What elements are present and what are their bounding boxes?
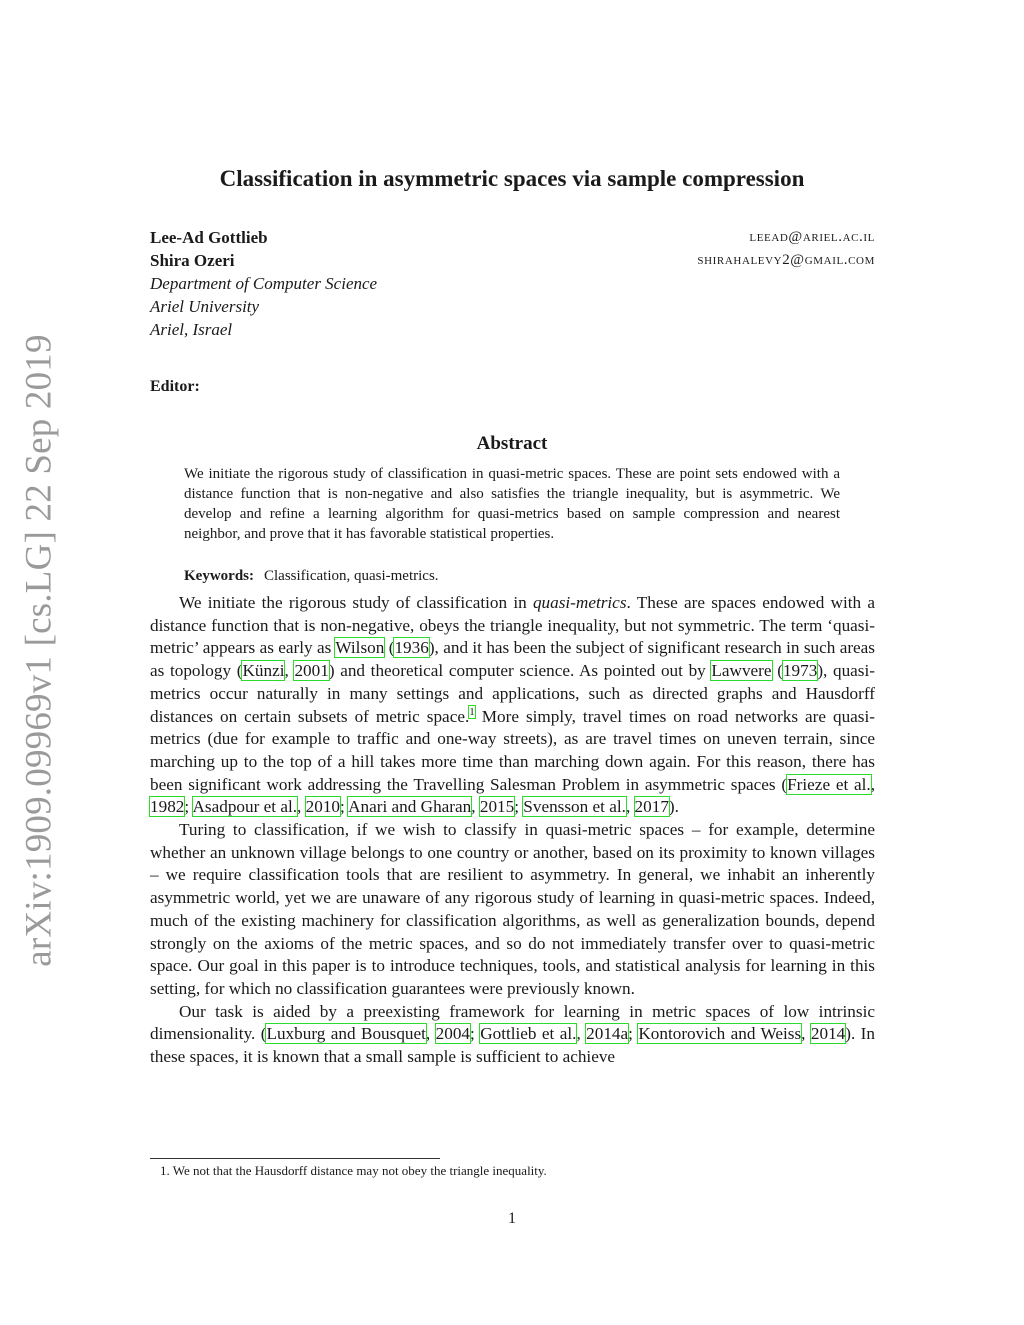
text-run: , (625, 797, 635, 817)
text-run: ). (668, 797, 679, 817)
body-paragraph-3 (150, 1001, 875, 1069)
abstract-text: We initiate the rigorous study of classification in quasi-metric spaces. These are point sets endowed with a distance function that is non-negative and also satisfies the triangle inequality, but is asymmetric. We develop and refine a learning algorithm for quasi-metrics based on sample compression and nearest neighbor, and prove that it has favorable statistical properties. (184, 466, 840, 542)
keywords-value: Classification, quasi-metrics. (264, 568, 439, 584)
text-run: ; (514, 797, 524, 817)
emphasis-term: quasi-metrics (532, 593, 627, 612)
author-name: Lee-Ad Gottlieb (150, 228, 268, 247)
citation-link[interactable]: 2017 (634, 797, 669, 817)
citation-link[interactable]: 2004 (435, 1024, 470, 1044)
body-paragraph-1 (150, 592, 875, 819)
body-paragraph-2: Turing to classification, if we wish to classify in quasi-metric spaces – for example, determine whether an unknown village belongs to one country or another, based on its proximity to known villages – we require classification tools that are resilient to asymmetry. In general, we inhabit an inherently asymmetric world, yet we are unaware of any rigorous study of learning in quasi-metric spaces. Indeed, much of the existing machinery for classification algorithms, as well as generalization bounds, depend strongly on the axioms of the metric spaces, and so do not immediately transfer over to quasi-metric space. Our goal in this paper is to introduce techniques, tools, and statistical analysis for learning in this setting, for which no classification guarantees were previously known. (150, 820, 875, 998)
author-row (150, 226, 875, 249)
affiliation-location: Ariel, Israel (150, 320, 233, 339)
footnote-rule (150, 1158, 440, 1159)
editor-label: Editor: (150, 378, 200, 395)
citation-link[interactable]: 2014 (810, 1024, 846, 1044)
text-run: ; (470, 1024, 481, 1044)
paper-title: Classification in asymmetric spaces via sample compression (219, 166, 805, 191)
footnote-marker[interactable]: 1 (469, 705, 475, 718)
text-run: , (576, 1024, 587, 1044)
text-run: . These are spaces endowed with a distance function that is non-negative, obeys the triangle inequality, but not symmetric. The term ‘quasi-metric’ appears as early as (150, 593, 875, 658)
citation-link[interactable]: Frieze et al. (787, 774, 871, 794)
text-run: Our task is aided by a preexisting framework for learning in metric spaces of low intrinsic dimensionality. ( (150, 1001, 875, 1044)
abstract-heading: Abstract (476, 433, 548, 454)
citation-link[interactable]: Wilson (335, 638, 385, 658)
author-email[interactable]: shirahalevy2@gmail.com (697, 252, 875, 268)
footnote-text: 1. We not that the Hausdorff distance may not obey the triangle inequality. (160, 1163, 547, 1178)
text-run: , (471, 797, 480, 817)
citation-link[interactable]: Anari and Gharan (348, 797, 472, 817)
citation-link[interactable]: Luxburg and Bousquet (266, 1024, 426, 1044)
author-name: Shira Ozeri (150, 251, 235, 270)
citation-link[interactable]: Svensson et al. (523, 797, 626, 817)
citation-link[interactable]: Lawvere (711, 661, 772, 681)
citation-link[interactable]: 1973 (782, 661, 818, 681)
page-number: 1 (508, 1210, 516, 1227)
text-run: ( (384, 638, 395, 658)
text-run: More simply, travel times on road networks are quasi-metrics (due for example to traffic and one-way streets), as are travel times on uneven terrain, since marching up to the top of a hill takes more time than marching down again. For this reason, there has been significant work addressing the Travelling Salesman Problem in asymmetric spaces ( (150, 706, 875, 794)
text-run: ), quasi-metrics occur naturally in many settings and applications, such as directed graphs and Hausdorff distances on certain subsets of metric space. (150, 661, 875, 726)
paper-body (150, 592, 875, 1069)
keywords-label: Keywords: (184, 568, 254, 584)
citation-link[interactable]: 2001 (294, 661, 329, 681)
text-run: , (284, 661, 295, 681)
text-run: ). In these spaces, it is known that a small sample is sufficient to achieve (150, 1024, 875, 1067)
keywords-line (184, 568, 439, 585)
citation-link[interactable]: Kontorovich and Weiss (638, 1024, 802, 1044)
author-email[interactable]: leead@ariel.ac.il (749, 229, 875, 245)
text-run: , (425, 1024, 436, 1044)
citation-link[interactable]: 1936 (394, 638, 429, 658)
text-run: , (297, 797, 306, 817)
citation-link[interactable]: 2014a (586, 1024, 629, 1044)
arxiv-identifier: arXiv:1909.09969v1 [cs.LG] 22 Sep 2019 (18, 333, 60, 967)
citation-link[interactable]: 2010 (305, 797, 340, 817)
citation-link[interactable]: Gottlieb et al. (480, 1024, 577, 1044)
citation-link[interactable]: Künzi (242, 661, 285, 681)
text-run: ( (771, 661, 783, 681)
affiliation-university: Ariel University (150, 297, 260, 316)
text-run: ; (340, 797, 349, 817)
citation-link[interactable]: Asadpour et al. (192, 797, 298, 817)
text-run: ; (628, 1024, 639, 1044)
author-block (150, 226, 875, 341)
citation-link[interactable]: 2015 (479, 797, 515, 817)
citation-link[interactable]: 1982 (150, 797, 185, 817)
affiliation-department: Department of Computer Science (150, 274, 378, 293)
text-run: We initiate the rigorous study of classification in (179, 593, 533, 612)
text-run: , (870, 774, 875, 794)
text-run: ; (184, 797, 193, 817)
text-run: ), and it has been the subject of significant research in such areas as topology ( (150, 638, 875, 681)
text-run: , (801, 1024, 811, 1044)
author-row (150, 249, 875, 272)
text-run: ) and theoretical computer science. As pointed out by (328, 661, 712, 681)
